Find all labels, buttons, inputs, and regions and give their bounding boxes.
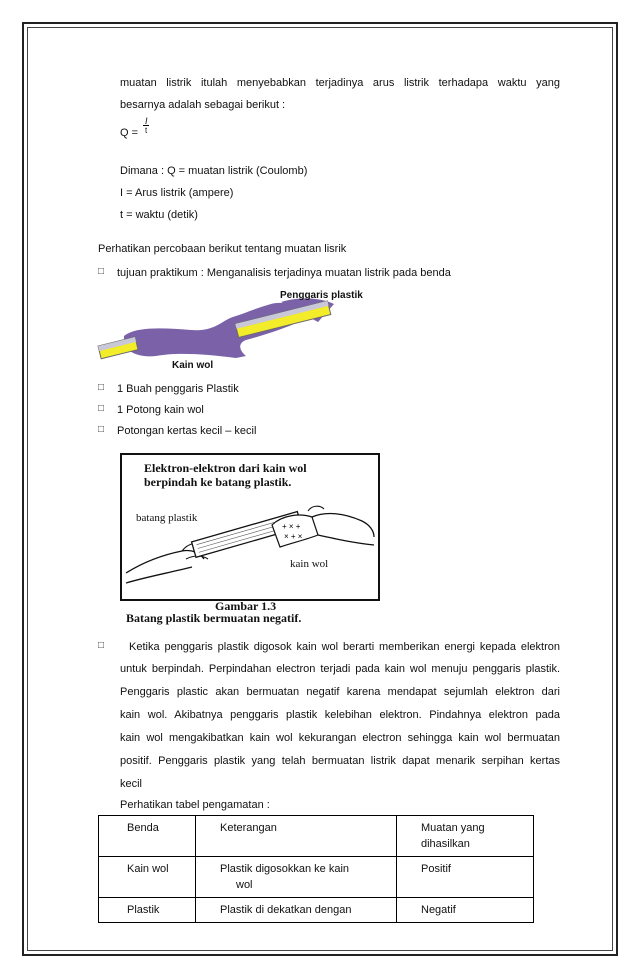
definition-i: I = Arus listrik (ampere): [120, 187, 234, 199]
wool-cloth-shape: [124, 303, 311, 358]
table-cell: [196, 857, 397, 898]
figure2-label-rod: batang plastik: [136, 512, 198, 524]
figure2-label-cloth: kain wol: [290, 558, 329, 570]
purpose-text: tujuan praktikum : Menganalisis terjadinya muatan listrik pada benda: [117, 267, 451, 279]
table-cell-line: wol: [236, 879, 253, 891]
material-item: 1 Potong kain wol: [117, 404, 204, 416]
bullet-icon: □: [98, 266, 105, 277]
intro-line-1: muatan listrik itulah menyebabkan terjadinya arus listrik terhadapa waktu yang: [120, 77, 560, 89]
table-header-row: [99, 816, 534, 857]
explanation-line-7: kecil: [120, 778, 143, 790]
table-cell-line: Plastik digosokkan ke kain: [220, 863, 350, 875]
figure2-heading-1: Elektron-elektron dari kain wol: [144, 461, 307, 475]
explanation-line-2: untuk berpindah. Perpindahan electron terjadi pada kain wol menuju penggaris plastik.: [120, 663, 560, 675]
explanation-line-3: Penggaris plastic akan bermuatan negatif karena mendapat sejumlah elektron dari: [120, 686, 560, 698]
bullet-icon: □: [98, 382, 105, 393]
formula-denominator: t: [145, 126, 148, 135]
explanation-line-4: kain wol. Akibatnya penggaris plastik kelebihan elektron. Pindahnya elektron pada: [120, 709, 560, 721]
bullet-icon: □: [98, 403, 105, 414]
table-cell: Plastik: [99, 898, 196, 923]
formula-numerator: I: [145, 116, 148, 126]
label-kain-wol: Kain wol: [172, 360, 214, 371]
table-row: [99, 857, 534, 898]
intro-line-2: besarnya adalah sebagai berikut :: [120, 99, 286, 111]
material-item: Potongan kertas kecil – kecil: [117, 425, 257, 437]
label-penggaris-plastik: Penggaris plastik: [280, 290, 363, 301]
explanation-line-5: kain wol mengakibatkan kain wol kekurangan electron sehingga kain wol bermuatan: [120, 732, 560, 744]
figure2-caption-text: Batang plastik bermuatan negatif.: [126, 611, 302, 625]
formula-lhs: Q =: [120, 127, 139, 139]
observation-table: [98, 815, 534, 923]
figure-electron-transfer: [120, 453, 380, 601]
table-cell: Plastik di dekatkan dengan: [196, 898, 397, 923]
svg-text:× + ×: × + ×: [284, 532, 303, 541]
table-cell: Positif: [397, 857, 534, 898]
section-title: Perhatikan percobaan berikut tentang muatan lisrik: [98, 243, 347, 255]
table-intro: Perhatikan tabel pengamatan :: [120, 799, 270, 811]
bullet-icon: □: [98, 424, 105, 435]
explanation-line-1: Ketika penggaris plastik digosok kain wol berarti memberikan energi kepada elektron: [129, 641, 560, 653]
figure2-caption-number: Gambar 1.3: [215, 599, 277, 613]
table-header-cell: Keterangan: [196, 816, 397, 857]
hands-rod-drawing: [122, 455, 378, 599]
table-header-cell: Benda: [99, 816, 196, 857]
material-item: 1 Buah penggaris Plastik: [117, 383, 239, 395]
table-header-cell: Muatan yang dihasilkan: [397, 816, 534, 857]
explanation-line-6: positif. Penggaris plastik yang telah bermuatan listrik dapat menarik serpihan kertas: [120, 755, 560, 767]
bullet-icon: □: [98, 640, 105, 651]
svg-text:+ × +: + × +: [282, 522, 301, 531]
table-row: [99, 898, 534, 923]
definition-t: t = waktu (detik): [120, 209, 198, 221]
figure2-heading-2: berpindah ke batang plastik.: [144, 475, 292, 489]
table-cell: Kain wol: [99, 857, 196, 898]
definition-q: Dimana : Q = muatan listrik (Coulomb): [120, 165, 308, 177]
table-cell: Negatif: [397, 898, 534, 923]
